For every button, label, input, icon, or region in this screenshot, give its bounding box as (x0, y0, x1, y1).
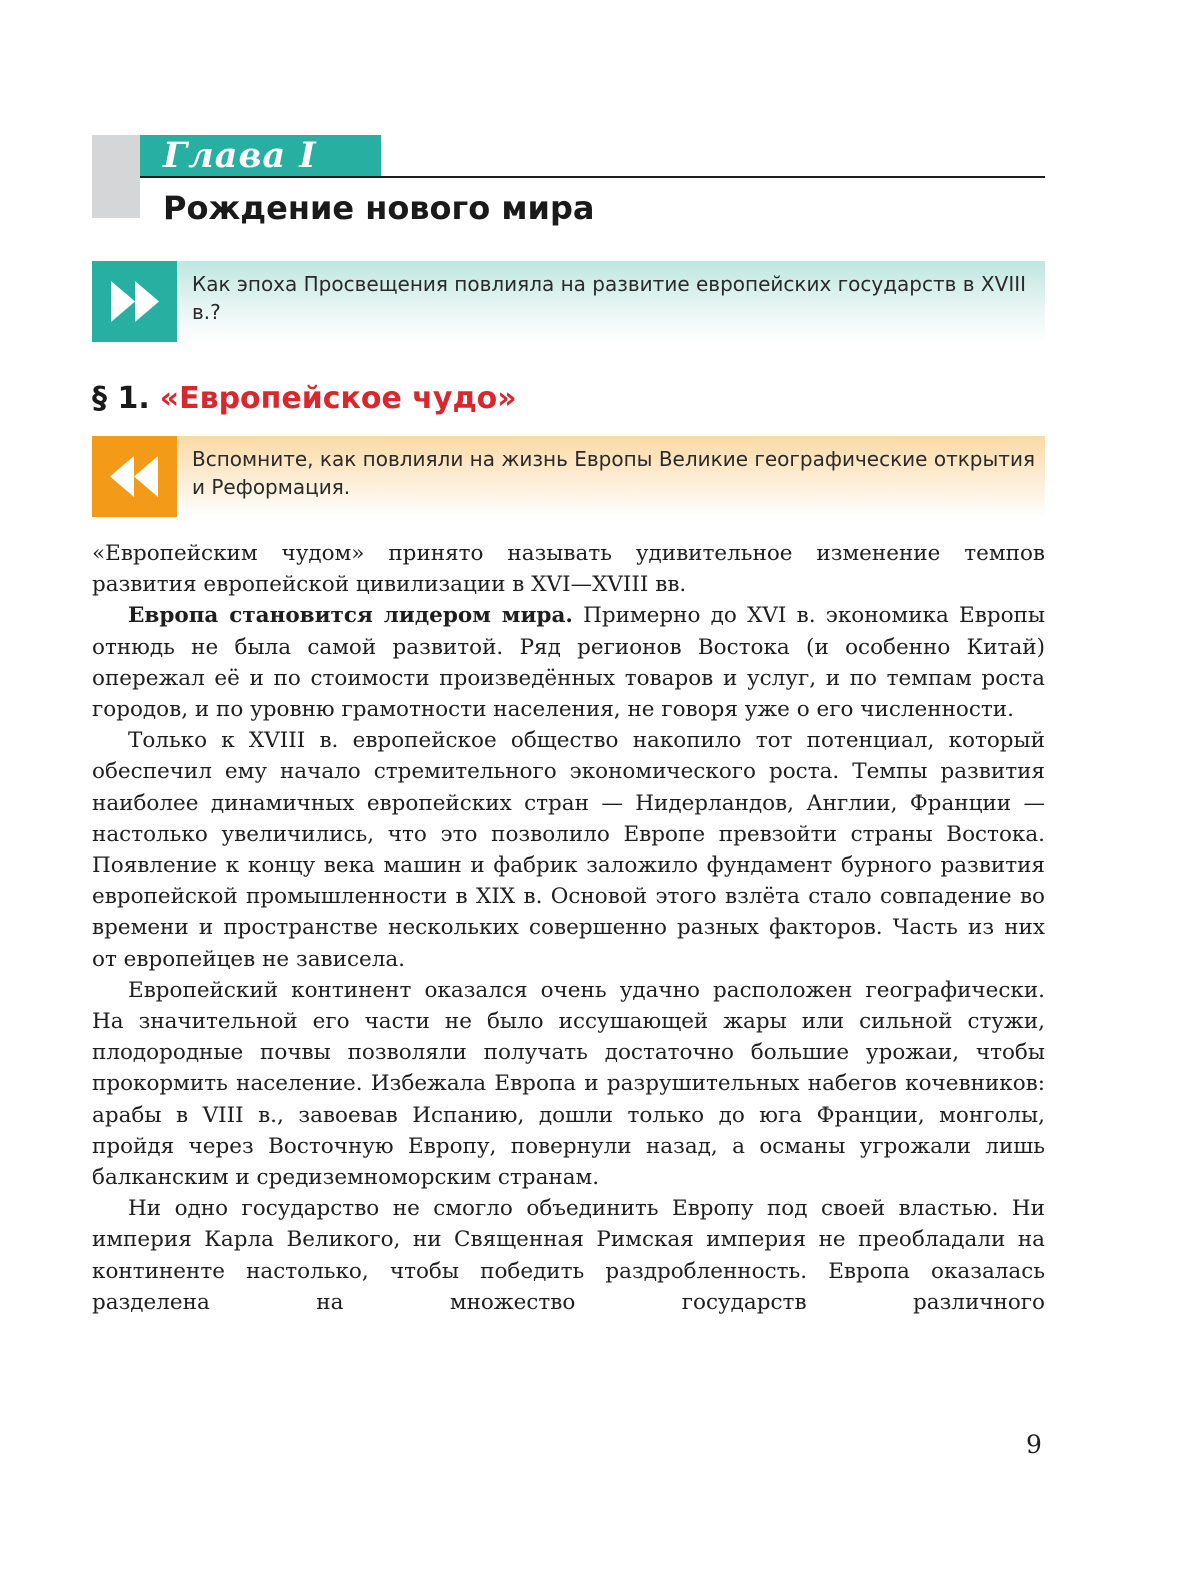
paragraph-2 (92, 600, 1045, 725)
paragraph-text: Европейский континент оказался очень удачно расположен географически. На значительной его части не было иссушающей жары или сильной стужи, плодородные почвы позволяли получать достаточно большие урожаи, чтобы прокормить население. Избежала Европа и разрушительных набегов кочевников: арабы в VIII в., завоевав Испанию, дошли только до юга Франции, монголы, пройдя через Восточную Европу, повернули назад, а османы угрожали лишь балканским и средиземноморским странам. (92, 977, 1045, 1191)
intro-question-text: Как эпоха Просвещения повлияла на развитие европейских государств в XVIII в.? (192, 272, 1027, 324)
paragraph-text: Только к XVIII в. европейское общество накопило тот потенциал, который обеспечил ему начало стремительного экономического роста. Темпы развития наиболее динамичных европейских стран — Нидерландов, Англии, Франции — настолько увеличились, что это позволило Европе превзойти страны Востока. Появление к концу века машин и фабрик заложило фундамент бурного развития европейской промышленности в XIX в. Основой этого взлёта стало совпадение во времени и пространстве нескольких совершенно разных факторов. Часть из них от европейцев не зависела. (92, 728, 1045, 972)
paragraph-lead: Европа становится лидером мира. (128, 603, 573, 629)
chapter-title: Рождение нового мира (163, 189, 595, 227)
paragraph-text: Примерно до XVI в. экономика Европы отнюдь не была самой развитой. Ряд регионов Востока (и особенно Китай) опережал её и по стоимости произведённых товаров и услуг, и по темпам роста городов, и по уровню грамотности населения, не говоря уже о его численности. (92, 603, 1045, 723)
chapter-label: Глава I (163, 135, 317, 176)
paragraph-1 (92, 538, 1045, 600)
section-heading (92, 378, 517, 420)
recall-prompt-box (92, 436, 1045, 517)
paragraph-4 (92, 975, 1045, 1193)
section-number: § 1. (92, 381, 150, 416)
chapter-rule (140, 176, 1045, 178)
fast-forward-icon (92, 261, 177, 342)
intro-question-box (92, 261, 1045, 342)
rewind-icon (92, 436, 177, 517)
paragraph-text: «Европейским чудом» принято называть удивительное изменение темпов развития европейской цивилизации в XVI—XVIII вв. (92, 541, 1045, 598)
section-title: «Европейское чудо» (159, 381, 517, 416)
body-text (92, 538, 1045, 1318)
paragraph-text: Ни одно государство не смогло объединить Европу под своей властью. Ни империя Карла Великого, ни Священная Римская империя не преобладали на континенте настолько, чтобы победить раздробленность. Европа оказалась разделена на множество государств различного (92, 1196, 1045, 1315)
chapter-gray-tab (92, 135, 140, 218)
paragraph-3 (92, 725, 1045, 975)
paragraph-5 (92, 1193, 1045, 1318)
page-number: 9 (1026, 1430, 1042, 1459)
recall-prompt-text: Вспомните, как повлияли на жизнь Европы Великие географические открытия и Реформация. (192, 447, 1035, 499)
